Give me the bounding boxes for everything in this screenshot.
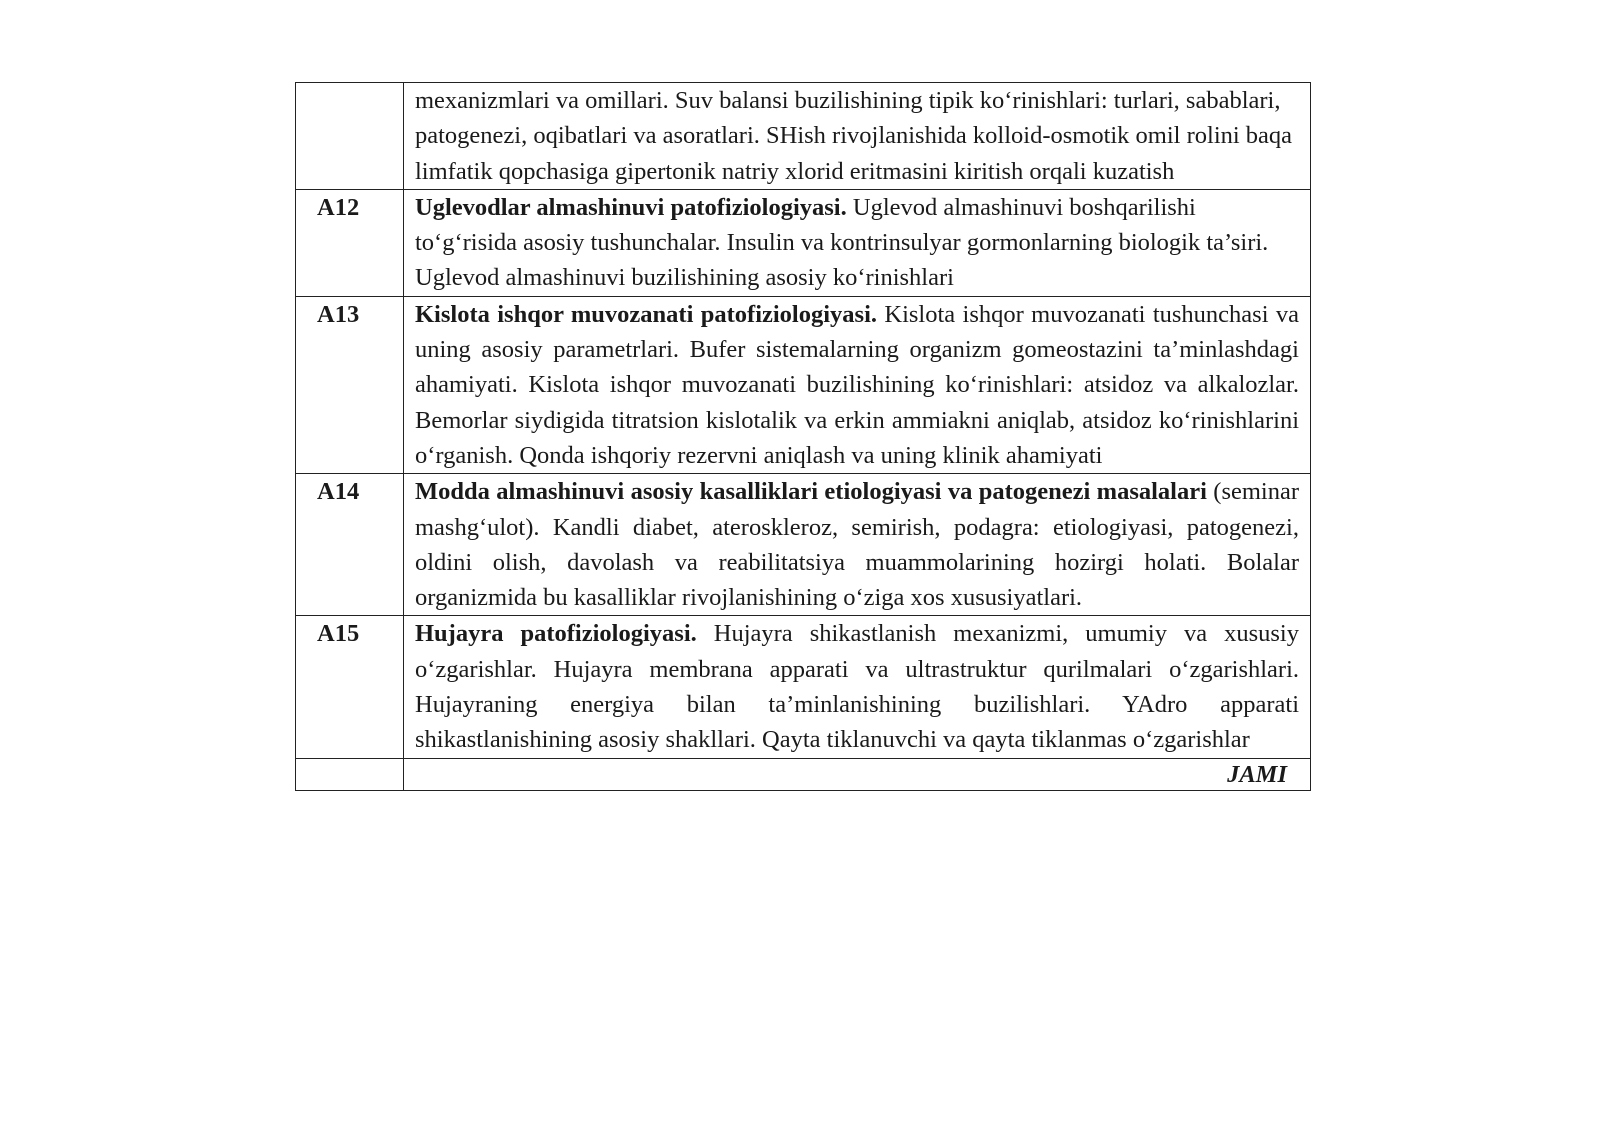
table-row [296,474,1311,616]
total-code-cell [296,758,404,790]
topic-code: A12 [296,189,404,296]
topic-code: A13 [296,296,404,473]
topics-table [295,82,1311,791]
total-row [296,758,1311,790]
topic-description [404,474,1311,616]
topic-description [404,296,1311,473]
topic-text: Hujayra shikastlanish mexanizmi, umumiy va xususiy o‘zgarishlar. Hujayra membrana apparati va ultrastruktur qurilmalari o‘zgarishlari. Hujayraning energiya bilan ta’minlanishining buzilishlari. YAdro apparati shikastlanishining asosiy shakllari. Qayta tiklanuvchi va qayta tiklanmas o‘zgarishlar [415,620,1299,754]
topic-code [296,83,404,190]
table-row [296,189,1311,296]
topic-text: (seminar mashg‘ulot). Kandli diabet, ateroskleroz, semirish, podagra: etiologiyasi, patogenezi, oldini olish, davolash va reabilitatsiya muammolarining hozirgi holati. Bolalar organizmida bu kasalliklar rivojlanishining o‘ziga xos xususiyatlari. [415,478,1300,612]
topic-text: mexanizmlari va omillari. Suv balansi buzilishining tipik ko‘rinishlari: turlari, sabablari, patogenezi, oqibatlari va asoratlari. SHish rivojlanishida kolloid-osmotik omil rolini baqa limfatik qopchasiga gipertonik natriy xlorid eritmasini kiritish orqali kuzatish [415,87,1293,185]
topic-description [404,83,1311,190]
table-row [296,616,1311,758]
topic-title: Uglevodlar almashinuvi patofiziologiyasi. [415,193,847,221]
topic-text: Uglevod almashinuvi boshqarilishi to‘g‘risida asosiy tushunchalar. Insulin va kontrinsulyar gormonlarning biologik ta’siri. Uglevod almashinuvi buzilishining asosiy ko‘rinishlari [415,193,1269,292]
topic-title: Hujayra patofiziologiyasi. [415,620,697,648]
topic-title: Modda almashinuvi asosiy kasalliklari etiologiyasi va patogenezi masalalari [415,478,1207,506]
topic-code: A14 [296,474,404,616]
topic-description [404,616,1311,758]
table-row [296,83,1311,190]
topic-text: Kislota ishqor muvozanati tushunchasi va uning asosiy parametrlari. Bufer sistemalarning organizm gomeostazini ta’minlashdagi ahamiyati. Kislota ishqor muvozanati buzilishining ko‘rinishlari: atsidoz va alkalozlar. Bemorlar siydigida titratsion kislotalik va erkin ammiakni aniqlab, atsidoz ko‘rinishlarini o‘rganish. Qonda ishqoriy rezervni aniqlash va uning klinik ahamiyati [415,300,1299,469]
topic-description [404,189,1311,296]
topic-code: A15 [296,616,404,758]
total-label: JAMI [404,758,1311,790]
topic-title: Kislota ishqor muvozanati patofiziologiyasi. [415,300,878,328]
table-row [296,296,1311,473]
